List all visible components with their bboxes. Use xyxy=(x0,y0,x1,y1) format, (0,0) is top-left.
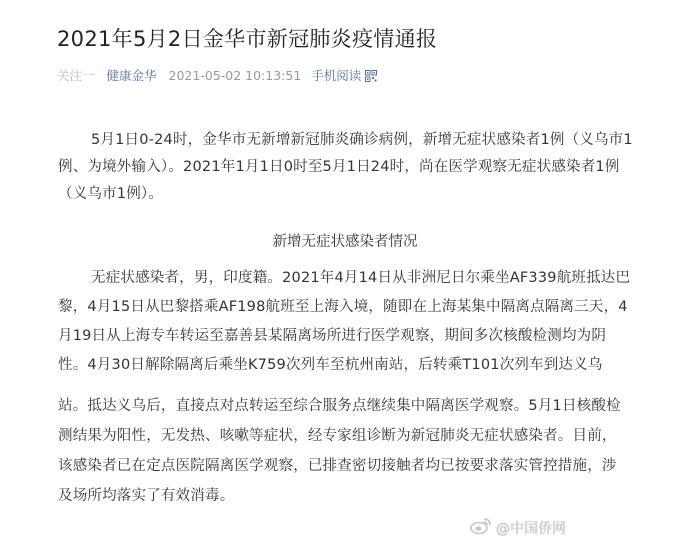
follow-label[interactable]: 关注一 xyxy=(57,68,95,83)
section-heading: 新增无症状感染者情况 xyxy=(272,234,418,250)
paragraph1-line-2: 例、为境外输入）。2021年1月1日0时至5月1日24时，尚在医学观察无症状感染者1例 xyxy=(58,159,620,175)
article-title: 2021年5月2日金华市新冠肺炎疫情通报 xyxy=(57,27,438,51)
source-link[interactable]: 健康金华 xyxy=(106,68,157,83)
publish-timestamp: 2021-05-02 10:13:51 xyxy=(168,68,302,83)
paragraph2-line-6: 测结果为阳性，无发热、咳嗽等症状，经专家组诊断为新冠肺炎无症状感染者。目前， xyxy=(58,428,617,444)
paragraph2-line-4: 性。4月30日解除隔离后乘坐K759次列车至杭州南站，后转乘T101次列车到达义乌 xyxy=(58,357,603,373)
watermark xyxy=(470,517,566,539)
paragraph2-line-7: 该感染者已在定点医院隔离医学观察，已排查密切接触者均已按要求落实管控措施，涉 xyxy=(58,458,617,474)
qr-code-icon[interactable] xyxy=(365,70,377,82)
paragraph2-line-2: 黎，4月15日从巴黎搭乘AF198航班至上海入境，随即在上海某集中隔离点隔离三天，4 xyxy=(58,299,628,315)
watermark-text: @中国侨网 xyxy=(496,521,566,537)
mobile-read-link[interactable]: 手机阅读 xyxy=(311,68,362,83)
paragraph1-line-3: （义乌市1例）。 xyxy=(58,186,164,202)
paragraph1-line-1: 5月1日0-24时，金华市无新增新冠肺炎确诊病例，新增无症状感染者1例（义乌市1 xyxy=(91,132,633,148)
paragraph2-line-5: 站。抵达义乌后，直接点对点转运至综合服务点继续集中隔离医学观察。5月1日核酸检 xyxy=(58,398,621,414)
paragraph2-line-1: 无症状感染者，男，印度籍。2021年4月14日从非洲尼日尔乘坐AF339航班抵达巴 xyxy=(91,270,631,286)
paragraph2-line-8: 及场所均落实了有效消毒。 xyxy=(58,488,235,504)
article-meta xyxy=(57,67,377,85)
paragraph2-line-3: 月19日从上海专车转运至嘉善县某隔离场所进行医学观察，期间多次核酸检测均为阴 xyxy=(58,328,607,344)
weibo-icon xyxy=(470,517,492,539)
